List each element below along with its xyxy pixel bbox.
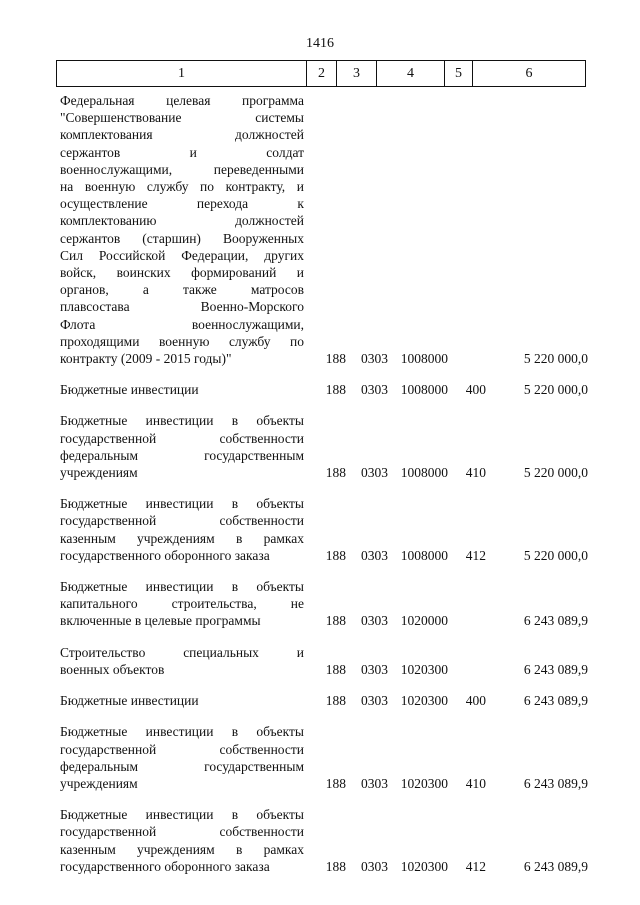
row-type: 400 bbox=[465, 693, 486, 709]
row-type: 410 bbox=[465, 465, 486, 481]
description-line: комплектованию должностей bbox=[60, 213, 304, 229]
description-line: войск, воинских формирований и bbox=[60, 265, 304, 281]
row-target: 1020300 bbox=[400, 858, 448, 874]
table-row bbox=[60, 495, 588, 564]
table-row bbox=[60, 644, 588, 678]
description-line: Строительство специальных и bbox=[60, 644, 304, 660]
row-amount: 5 220 000,0 bbox=[523, 351, 588, 367]
description-line: федеральным государственным bbox=[60, 758, 304, 774]
description-line: казенным учреждениям в рамках bbox=[60, 530, 304, 546]
row-description bbox=[60, 644, 304, 678]
row-amount: 6 243 089,9 bbox=[523, 693, 588, 709]
table-row bbox=[60, 92, 588, 367]
description-line: государственного оборонного заказа bbox=[60, 858, 270, 874]
row-code: 188 bbox=[325, 775, 346, 791]
row-amount: 6 243 089,9 bbox=[523, 775, 588, 791]
description-line: плавсостава Военно-Морского bbox=[60, 299, 304, 315]
description-line: Бюджетные инвестиции в объекты bbox=[60, 413, 304, 429]
description-line: Бюджетные инвестиции bbox=[60, 382, 199, 398]
row-amount: 6 243 089,9 bbox=[523, 661, 588, 677]
row-code: 188 bbox=[325, 693, 346, 709]
header-col-4: 4 bbox=[377, 61, 445, 86]
row-target: 1008000 bbox=[400, 547, 448, 563]
description-line: государственной собственности bbox=[60, 513, 304, 529]
description-line: контракту (2009 - 2015 годы)" bbox=[60, 351, 232, 367]
row-target: 1008000 bbox=[400, 351, 448, 367]
description-line: включенные в целевые программы bbox=[60, 613, 261, 629]
row-code: 188 bbox=[325, 465, 346, 481]
description-line: капитального строительства, не bbox=[60, 596, 304, 612]
description-line: органов, а также матросов bbox=[60, 282, 304, 298]
description-line: военнослужащими, переведенными bbox=[60, 161, 304, 177]
row-target: 1020300 bbox=[400, 661, 448, 677]
table-row bbox=[60, 692, 588, 709]
header-col-5: 5 bbox=[445, 61, 473, 86]
table-row bbox=[60, 723, 588, 792]
row-target: 1020300 bbox=[400, 693, 448, 709]
row-code: 188 bbox=[325, 382, 346, 398]
row-section: 0303 bbox=[361, 775, 388, 791]
description-line: федеральным государственным bbox=[60, 447, 304, 463]
row-description bbox=[60, 692, 304, 709]
description-line: Бюджетные инвестиции в объекты bbox=[60, 807, 304, 823]
row-section: 0303 bbox=[361, 547, 388, 563]
row-code: 188 bbox=[325, 613, 346, 629]
description-line: учреждениям bbox=[60, 775, 138, 791]
header-col-6: 6 bbox=[525, 66, 533, 81]
row-section: 0303 bbox=[361, 858, 388, 874]
row-code: 188 bbox=[325, 661, 346, 677]
description-line: проходящими военную службу по bbox=[60, 333, 304, 349]
table-row bbox=[60, 381, 588, 398]
header-col-3: 3 bbox=[337, 61, 377, 86]
table-row bbox=[60, 806, 588, 875]
row-target: 1020300 bbox=[400, 775, 448, 791]
row-description bbox=[60, 412, 304, 481]
description-line: на военную службу по контракту, и bbox=[60, 179, 304, 195]
header-col-1: 1 bbox=[57, 61, 307, 86]
table-row bbox=[60, 578, 588, 630]
description-line: сержантов (старшин) Вооруженных bbox=[60, 230, 304, 246]
description-line: Сил Российской Федерации, других bbox=[60, 247, 304, 263]
description-line: Бюджетные инвестиции в объекты bbox=[60, 579, 304, 595]
table-row bbox=[60, 412, 588, 481]
table-header bbox=[56, 60, 586, 87]
row-amount: 5 220 000,0 bbox=[523, 547, 588, 563]
description-line: сержантов и солдат bbox=[60, 144, 304, 160]
description-line: комплектования должностей bbox=[60, 127, 304, 143]
row-amount: 6 243 089,9 bbox=[523, 858, 588, 874]
row-target: 1008000 bbox=[400, 382, 448, 398]
description-line: Бюджетные инвестиции bbox=[60, 693, 199, 709]
row-type: 410 bbox=[465, 775, 486, 791]
description-line: государственной собственности bbox=[60, 824, 304, 840]
row-section: 0303 bbox=[361, 465, 388, 481]
row-description bbox=[60, 381, 304, 398]
row-code: 188 bbox=[325, 858, 346, 874]
row-target: 1020000 bbox=[400, 613, 448, 629]
row-type: 412 bbox=[465, 858, 486, 874]
description-line: Флота военнослужащими, bbox=[60, 316, 304, 332]
description-line: осуществление перехода к bbox=[60, 196, 304, 212]
row-type: 400 bbox=[465, 382, 486, 398]
page-number: 1416 bbox=[306, 36, 334, 51]
row-target: 1008000 bbox=[400, 465, 448, 481]
row-type: 412 bbox=[465, 547, 486, 563]
row-section: 0303 bbox=[361, 382, 388, 398]
row-description bbox=[60, 92, 304, 367]
description-line: учреждениям bbox=[60, 465, 138, 481]
header-col-2: 2 bbox=[307, 61, 337, 86]
description-line: государственного оборонного заказа bbox=[60, 547, 270, 563]
row-description bbox=[60, 578, 304, 630]
budget-table-body bbox=[60, 92, 588, 889]
description-line: Бюджетные инвестиции в объекты bbox=[60, 724, 304, 740]
row-description bbox=[60, 806, 304, 875]
description-line: Федеральная целевая программа bbox=[60, 93, 304, 108]
description-line: "Совершенствование системы bbox=[60, 110, 304, 126]
row-section: 0303 bbox=[361, 693, 388, 709]
row-description bbox=[60, 495, 304, 564]
row-description bbox=[60, 723, 304, 792]
row-section: 0303 bbox=[361, 351, 388, 367]
description-line: военных объектов bbox=[60, 661, 165, 677]
row-code: 188 bbox=[325, 547, 346, 563]
description-line: государственной собственности bbox=[60, 430, 304, 446]
row-section: 0303 bbox=[361, 613, 388, 629]
description-line: Бюджетные инвестиции в объекты bbox=[60, 496, 304, 512]
row-amount: 5 220 000,0 bbox=[523, 465, 588, 481]
row-section: 0303 bbox=[361, 661, 388, 677]
row-code: 188 bbox=[325, 351, 346, 367]
row-amount: 5 220 000,0 bbox=[523, 382, 588, 398]
row-amount: 6 243 089,9 bbox=[523, 613, 588, 629]
description-line: государственной собственности bbox=[60, 741, 304, 757]
description-line: казенным учреждениям в рамках bbox=[60, 841, 304, 857]
